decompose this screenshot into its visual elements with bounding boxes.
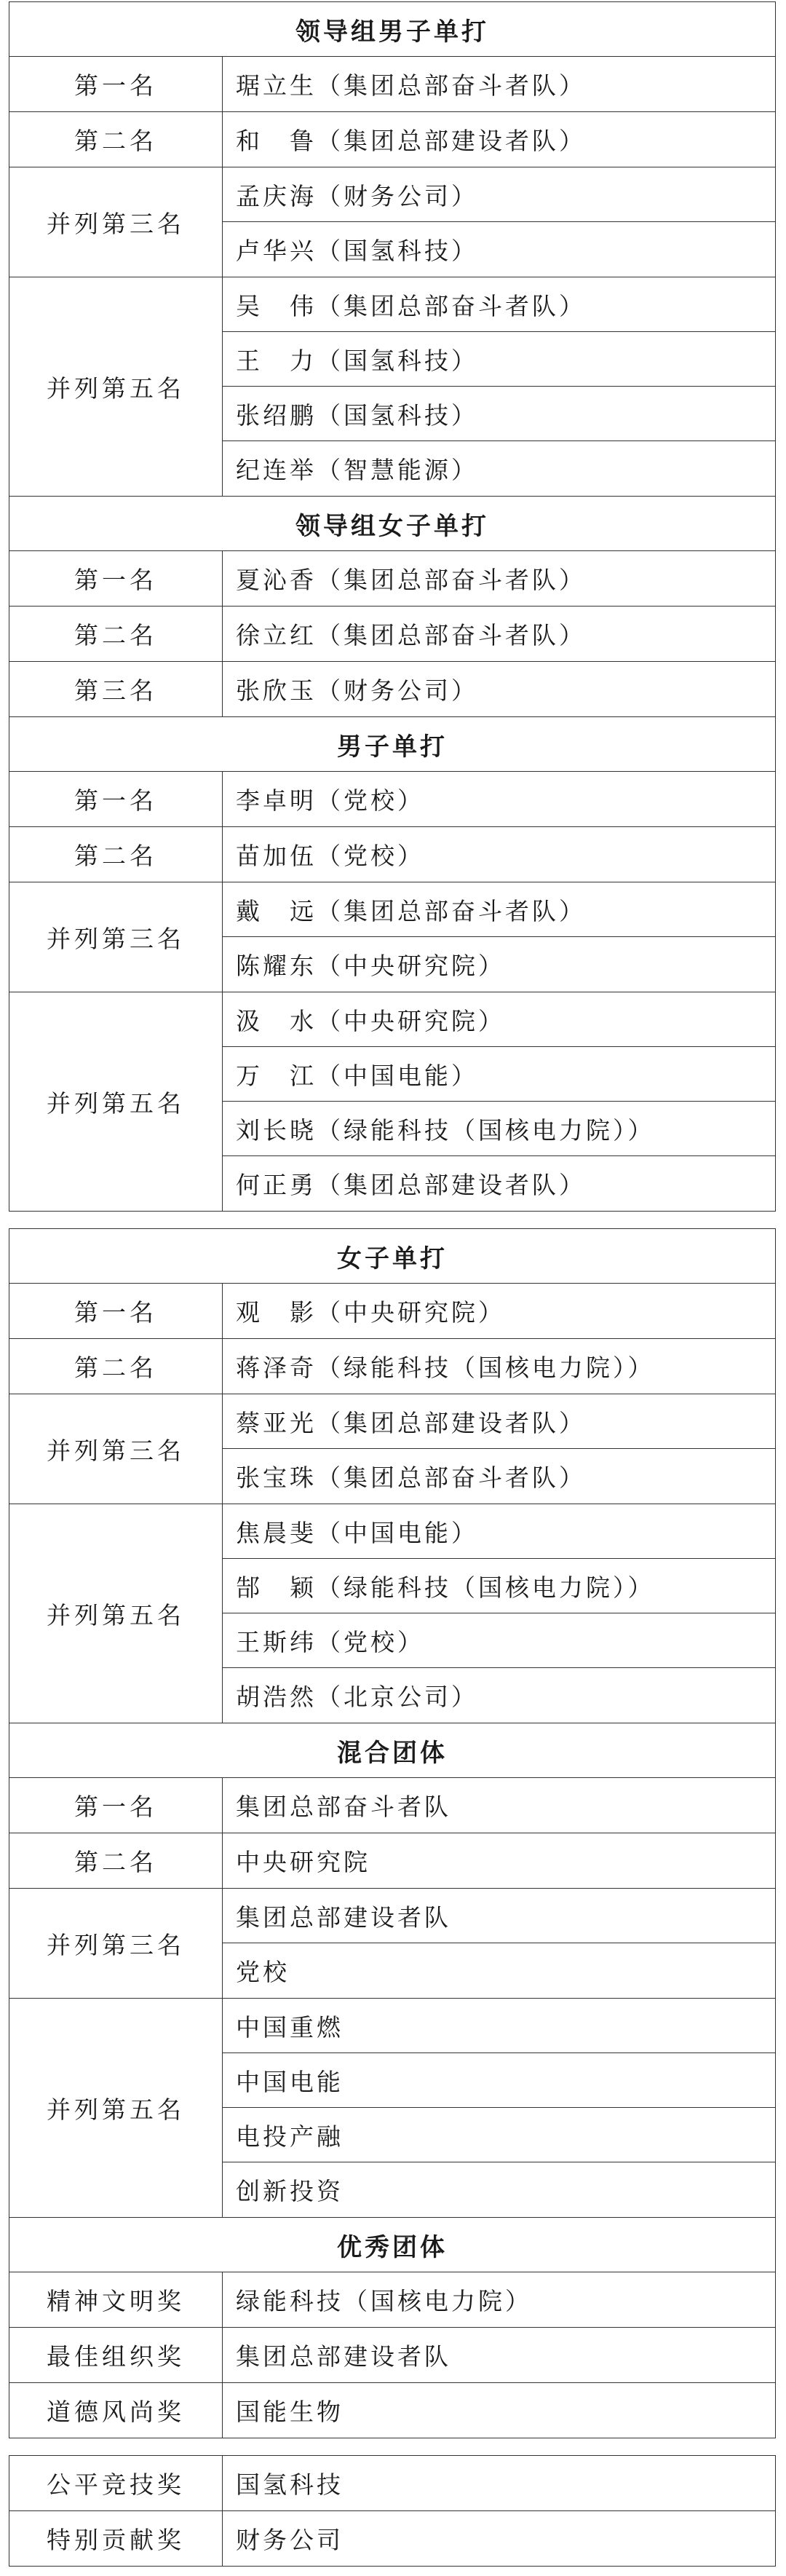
rank-row [9,772,775,827]
entry-list [223,1778,775,1833]
entry-cell: 琚立生（集团总部奋斗者队） [236,71,586,100]
rank-row [9,1284,775,1339]
entry-cell: 绿能科技（国核电力院） [236,2287,532,2315]
rank-label: 第一名 [9,1778,223,1833]
entry-cell: 王 力（国氢科技） [223,332,775,387]
rank-row [9,882,775,992]
entry-cell: 中国电能 [223,2053,775,2108]
entry-list [223,2511,775,2566]
entry-cell: 郜 颖（绿能科技（国核电力院）） [223,1559,775,1613]
rank-label: 第二名 [9,112,223,167]
rank-label: 道德风尚奖 [9,2383,223,2438]
rank-row [9,662,775,717]
entry-cell: 财务公司 [236,2526,344,2554]
entry-cell: 国氢科技 [236,2470,344,2499]
rank-label: 第一名 [9,551,223,606]
entry-list [223,1394,775,1504]
entry-cell: 王斯纬（党校） [223,1613,775,1668]
entry-cell: 蔡亚光（集团总部建设者队） [223,1394,775,1449]
results-table [9,1228,776,2438]
rank-row [9,1339,775,1394]
rank-row [9,277,775,497]
rank-label: 第二名 [9,1339,223,1394]
entry-cell: 中国重燃 [223,1999,775,2053]
entry-list [223,1504,775,1723]
entry-cell: 夏沁香（集团总部奋斗者队） [236,566,586,594]
entry-cell: 纪连举（智慧能源） [236,456,478,484]
rank-label: 并列第五名 [9,1504,223,1723]
rank-row [9,1833,775,1889]
entry-list [223,1833,775,1888]
entry-cell: 卢华兴（国氢科技） [236,237,478,265]
entry-list [223,2383,775,2438]
rank-row [9,1504,775,1723]
entry-list [223,662,775,716]
rank-label: 第一名 [9,1284,223,1338]
entry-cell: 集团总部奋斗者队 [236,1793,451,1821]
entry-list [223,2456,775,2510]
rank-row [9,1394,775,1504]
rank-row [9,827,775,882]
section-title: 混合团体 [9,1723,775,1778]
entry-list [223,167,775,277]
section-title: 领导组女子单打 [9,497,775,551]
entry-cell: 电投产融 [223,2108,775,2162]
entry-cell: 何正勇（集团总部建设者队） [236,1171,586,1199]
entry-cell: 苗加伍（党校） [236,842,424,870]
section-title: 男子单打 [9,717,775,772]
rank-label: 第一名 [9,772,223,826]
entry-cell: 万 江（中国电能） [223,1047,775,1102]
entry-list [223,2272,775,2327]
entry-cell: 徐立红（集团总部奋斗者队） [236,621,586,649]
rank-label: 并列第三名 [9,1394,223,1504]
section-title: 优秀团体 [9,2218,775,2272]
rank-row [9,992,775,1212]
entry-cell: 戴 远（集团总部奋斗者队） [223,882,775,937]
results-table [9,2455,776,2567]
rank-row [9,2328,775,2383]
rank-row [9,1778,775,1833]
entry-cell: 党校 [236,1958,290,1986]
entry-cell: 陈耀东（中央研究院） [236,952,505,980]
rank-label: 第一名 [9,57,223,111]
rank-label: 并列第五名 [9,992,223,1211]
rank-row [9,607,775,662]
rank-row [9,2383,775,2438]
entry-cell: 胡浩然（北京公司） [236,1683,478,1711]
entry-cell: 李卓明（党校） [236,786,424,815]
rank-label: 特别贡献奖 [9,2511,223,2566]
entry-list [223,1284,775,1338]
section-title: 领导组男子单打 [9,2,775,57]
entry-cell: 创新投资 [236,2177,344,2205]
entry-list [223,112,775,167]
rank-label: 并列第五名 [9,1999,223,2217]
rank-label: 第二名 [9,607,223,661]
entry-list [223,772,775,826]
entry-list [223,57,775,111]
entry-cell: 集团总部建设者队 [236,2342,451,2371]
rank-row [9,57,775,112]
rank-row [9,2272,775,2328]
rank-label: 公平竞技奖 [9,2456,223,2510]
entry-cell: 焦晨斐（中国电能） [223,1504,775,1559]
entry-list [223,882,775,992]
entry-list [223,827,775,882]
rank-label: 并列第三名 [9,882,223,992]
entry-list [223,1999,775,2217]
rank-row [9,1889,775,1999]
rank-label: 第三名 [9,662,223,716]
results-table [9,1,776,1212]
rank-label: 第二名 [9,1833,223,1888]
rank-row [9,2511,775,2567]
rank-label: 并列第五名 [9,277,223,496]
rank-row [9,1999,775,2218]
entry-list [223,551,775,606]
entry-cell: 孟庆海（财务公司） [223,167,775,222]
entry-list [223,2328,775,2382]
rank-row [9,551,775,607]
entry-cell: 刘长晓（绿能科技（国核电力院）） [223,1102,775,1156]
entry-cell: 张绍鹏（国氢科技） [223,387,775,441]
rank-label: 最佳组织奖 [9,2328,223,2382]
section-title: 女子单打 [9,1229,775,1284]
entry-cell: 吴 伟（集团总部奋斗者队） [223,277,775,332]
entry-cell: 张宝珠（集团总部奋斗者队） [236,1463,586,1492]
entry-cell: 中央研究院 [236,1848,370,1876]
rank-row [9,167,775,277]
rank-label: 并列第三名 [9,167,223,277]
entry-list [223,607,775,661]
entry-list [223,1889,775,1998]
entry-cell: 集团总部建设者队 [223,1889,775,1943]
rank-label: 并列第三名 [9,1889,223,1998]
entry-cell: 张欣玉（财务公司） [236,676,478,705]
rank-row [9,112,775,167]
rank-label: 精神文明奖 [9,2272,223,2327]
entry-list [223,277,775,496]
entry-cell: 蒋泽奇（绿能科技（国核电力院）） [236,1354,655,1382]
entry-cell: 和 鲁（集团总部建设者队） [236,127,586,155]
entry-list [223,1339,775,1394]
entry-cell: 汲 水（中央研究院） [223,992,775,1047]
rank-row [9,2456,775,2511]
entry-cell: 国能生物 [236,2398,344,2426]
entry-cell: 观 影（中央研究院） [236,1298,505,1327]
entry-list [223,992,775,1211]
rank-label: 第二名 [9,827,223,882]
